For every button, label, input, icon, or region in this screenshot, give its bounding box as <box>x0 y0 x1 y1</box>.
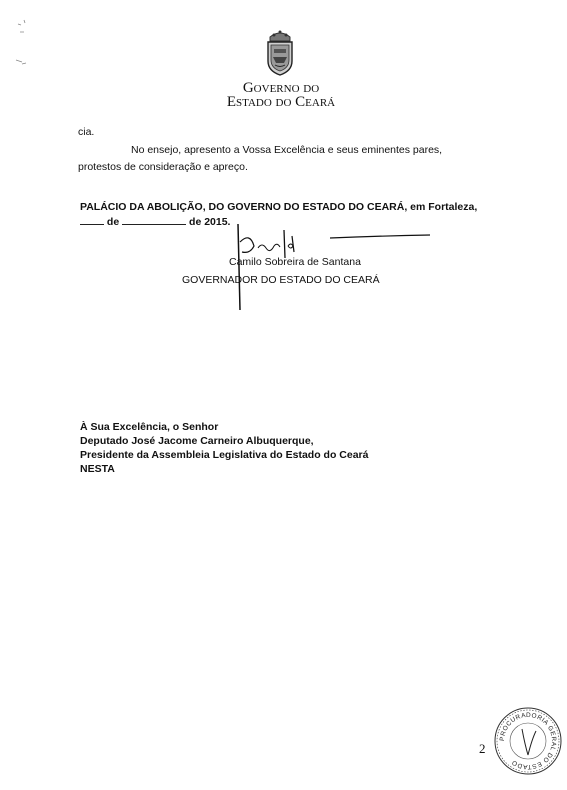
svg-text:PROCURADORIA GERAL DO ESTADO <box>499 712 557 770</box>
signatory-title: GOVERNADOR DO ESTADO DO CEARÁ <box>182 274 380 286</box>
month-blank <box>122 214 186 225</box>
dateline-de: de <box>106 216 120 228</box>
addressee-line-1: À Sua Excelência, o Senhor <box>80 421 219 433</box>
signatory-name: Camilo Sobreira de Santana <box>229 256 361 268</box>
procuradoria-stamp <box>492 705 564 782</box>
handwritten-signature <box>228 222 438 317</box>
dateline-line-1: PALÁCIO DA ABOLIÇÃO, DO GOVERNO DO ESTADO DO CEARÁ, em Fortaleza, <box>80 201 478 213</box>
body-paragraph-line-2: protestos de consideração e apreço. <box>78 161 248 173</box>
dateline-year: de 2015. <box>189 216 231 228</box>
page-number: 2 <box>479 741 486 756</box>
body-fragment: cia. <box>78 126 95 138</box>
header-line-1: Governo do <box>242 80 320 96</box>
body-paragraph-line-1: No ensejo, apresento a Vossa Excelência e seus eminentes pares, <box>131 144 443 156</box>
stamp-text: PROCURADORIA GERAL DO ESTADO <box>498 711 558 771</box>
day-blank <box>80 214 104 225</box>
addressee-line-3: Presidente da Assembleia Legislativa do Estado do Ceará <box>80 449 369 461</box>
dateline-line-2 <box>80 214 230 229</box>
addressee-line-2: Deputado José Jacome Carneiro Albuquerque, <box>80 435 314 447</box>
header-line-2: Estado do Ceará <box>226 94 336 110</box>
scan-marks <box>14 14 44 79</box>
addressee-line-4: NESTA <box>80 463 115 475</box>
coat-of-arms-logo <box>262 27 298 82</box>
